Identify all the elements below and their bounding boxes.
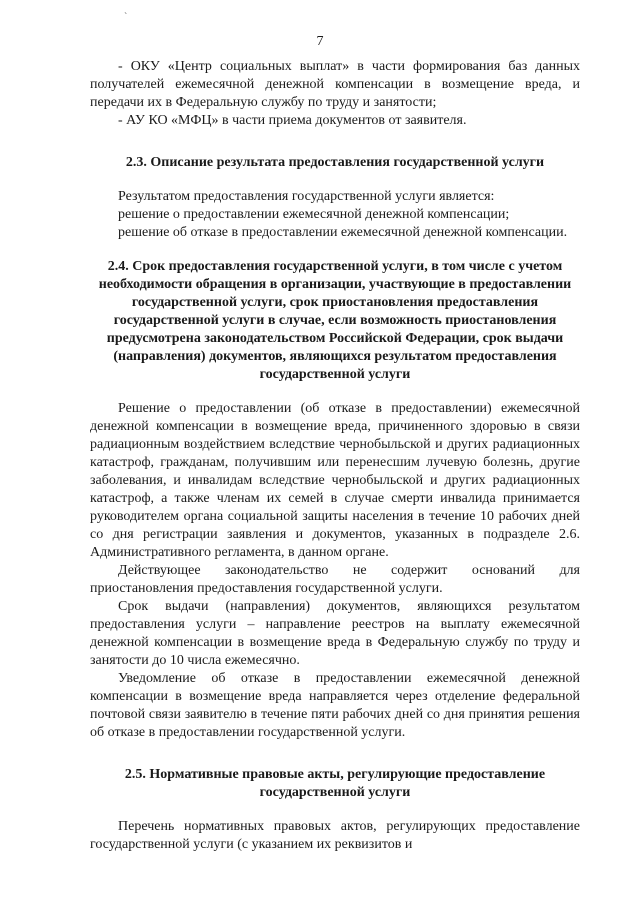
paragraph: Уведомление об отказе в предоставлении ежемесячной денежной компенсации в возмещение вреда направляется через отделение федеральной почтовой связи заявителю в течение пяти рабочих дней со дня принятия решения об отказе в предоставлении государственной услуги. — [90, 671, 580, 740]
paragraph: Действующее законодательство не содержит оснований для приостановления предоставления государственной услуги. — [90, 563, 580, 596]
paragraph: Решение о предоставлении (об отказе в предоставлении) ежемесячной денежной компенсации в возмещение вреда, причиненного здоровью в связи радиационным воздействием вследствие чернобыльской и других радиационных катастроф, гражданам, получившим или перенесшим лучевую болезнь, другие заболевания, и инвалидам вследствие чернобыльской и других радиационных катастроф, а также членам их семей в случае смерти инвалида принимается руководителем органа социальной защиты населения в течение 10 рабочих дней со дня регистрации заявления и документов, указанных в подразделе 2.6. Административного регламента, в данном органе. — [90, 401, 580, 560]
paragraph: решение о предоставлении ежемесячной денежной компенсации; — [118, 207, 510, 222]
page-number: 7 — [316, 34, 324, 49]
paragraph: Срок выдачи (направления) документов, являющихся результатом предоставления услуги – направление реестров на выплату ежемесячной денежной компенсации в возмещение вреда в Федеральную службу по труду и занятости до 10 числа ежемесячно. — [90, 599, 580, 668]
section-heading-2-5: 2.5. Нормативные правовые акты, регулирующие предоставление государственной услуги — [124, 767, 546, 800]
section-heading-2-3: 2.3. Описание результата предоставления государственной услуги — [125, 155, 545, 170]
intro-paragraph: - АУ КО «МФЦ» в части приема документов от заявителя. — [118, 113, 467, 128]
scan-mark: ` — [124, 12, 128, 23]
paragraph: решение об отказе в предоставлении ежемесячной денежной компенсации. — [118, 225, 568, 240]
page-content — [90, 58, 580, 854]
intro-paragraph: - ОКУ «Центр социальных выплат» в части формирования баз данных получателей ежемесячной денежной компенсации в возмещение вреда, и передачи их в Федеральную службу по труду и занятости; — [90, 59, 580, 110]
paragraph: Перечень нормативных правовых актов, регулирующих предоставление государственной услуги (с указанием их реквизитов и — [90, 819, 580, 852]
section-heading-2-4: 2.4. Срок предоставления государственной услуги, в том числе с учетом необходимости обращения в организации, участвующие в предоставлении государственной услуги, срок приостановления предоставления государственной услуги в случае, если возможность приостановления предусмотрена законодательством Российской Федерации, срок выдачи (направления) документов, являющихся результатом предоставления государственной услуги — [98, 259, 572, 382]
paragraph: Результатом предоставления государственной услуги является: — [118, 189, 495, 204]
